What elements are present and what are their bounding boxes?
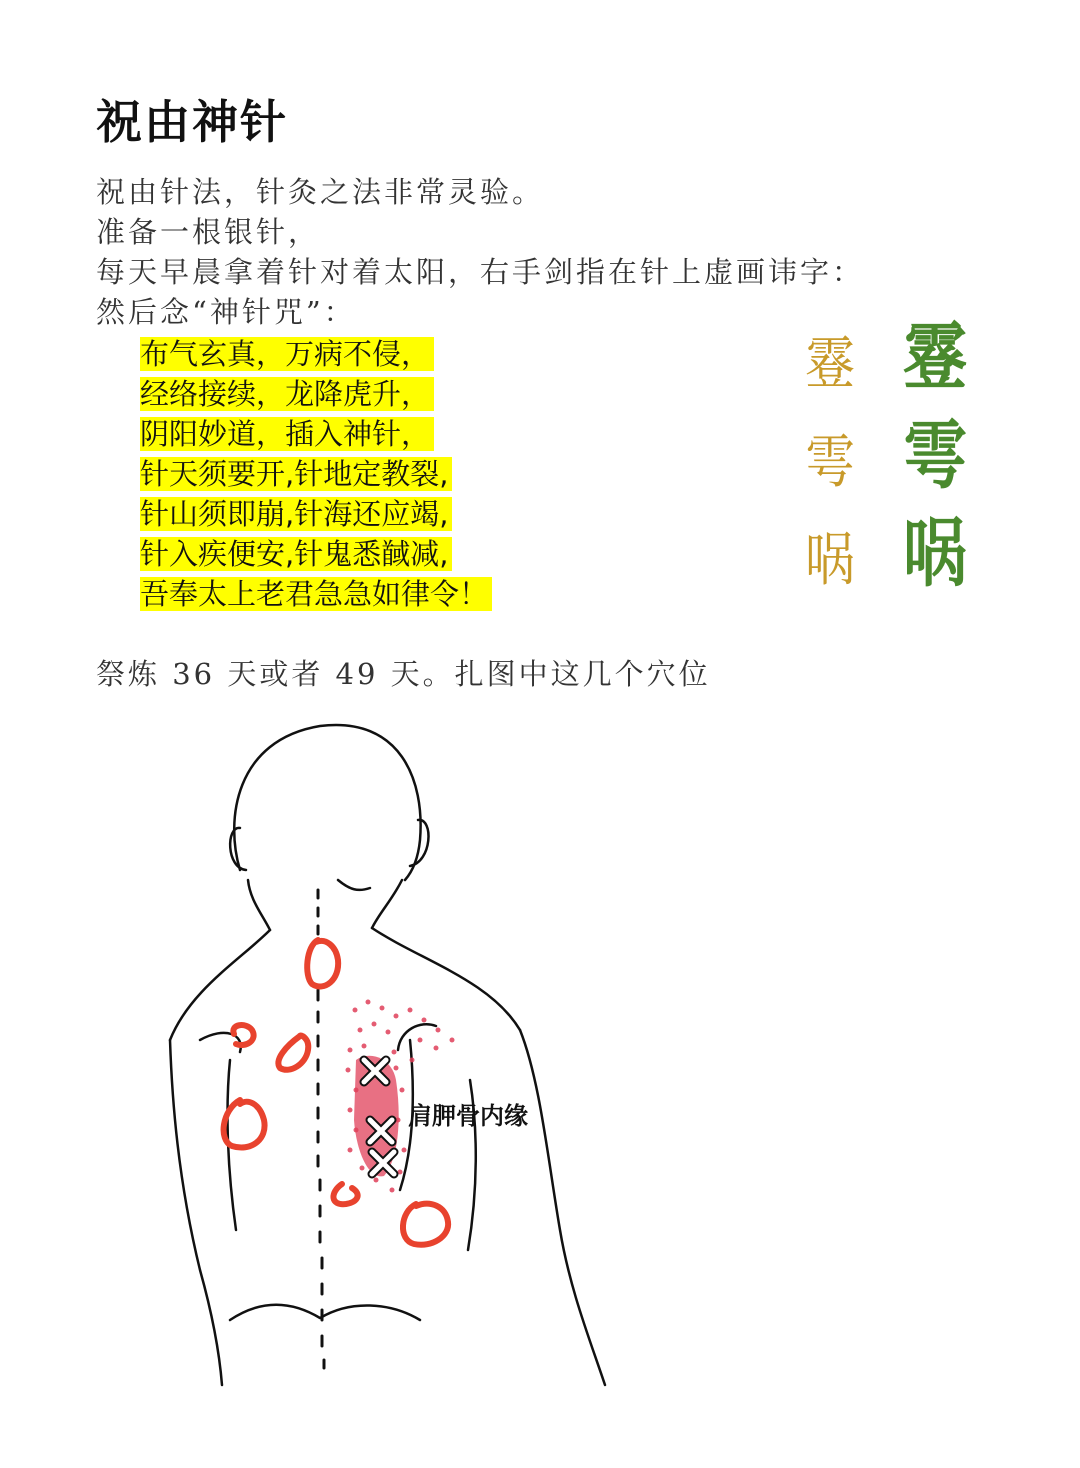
intro-line: 祝由针法，针灸之法非常灵验。 (96, 175, 545, 209)
mantra-line: 针山须即崩,针海还应竭, (140, 497, 452, 531)
intro-paragraph (96, 172, 864, 332)
mantra-line: 针入疾便安,针鬼悉馘减, (140, 537, 452, 571)
intro-line: 然后念“神针咒”： (96, 295, 356, 329)
talisman-char: 雩 (903, 413, 967, 500)
mantra-line: 经络接续，龙降虎升， (140, 377, 434, 411)
mantra-line: 布气玄真，万病不侵， (140, 337, 434, 371)
talisman-char: 㖞 (903, 511, 967, 598)
mantra-block (140, 334, 492, 614)
page-title: 祝由神针 (96, 95, 288, 149)
talisman-char: 㖞 (805, 526, 855, 594)
mantra-line: 针天须要开,针地定教裂, (140, 457, 452, 491)
talisman-green (900, 310, 970, 604)
talisman-char: 霯 (903, 315, 967, 402)
mantra-line: 阴阳妙道，插入神针， (140, 417, 434, 451)
intro-line: 准备一根银针， (96, 215, 321, 249)
intro-line: 每天早晨拿着针对着太阳，右手剑指在针上虚画讳字： (96, 255, 865, 289)
mantra-line: 吾奉太上老君急急如律令！ (140, 577, 492, 611)
talisman-char: 雩 (805, 428, 855, 496)
back-acupoint-illustration (150, 712, 620, 1392)
talisman-gold (800, 316, 860, 610)
talisman-char: 霯 (805, 330, 855, 398)
footer-text: 祭炼 36 天或者 49 天。扎图中这几个穴位 (96, 657, 711, 691)
figure-label: 肩胛骨内缘 (408, 1102, 528, 1130)
